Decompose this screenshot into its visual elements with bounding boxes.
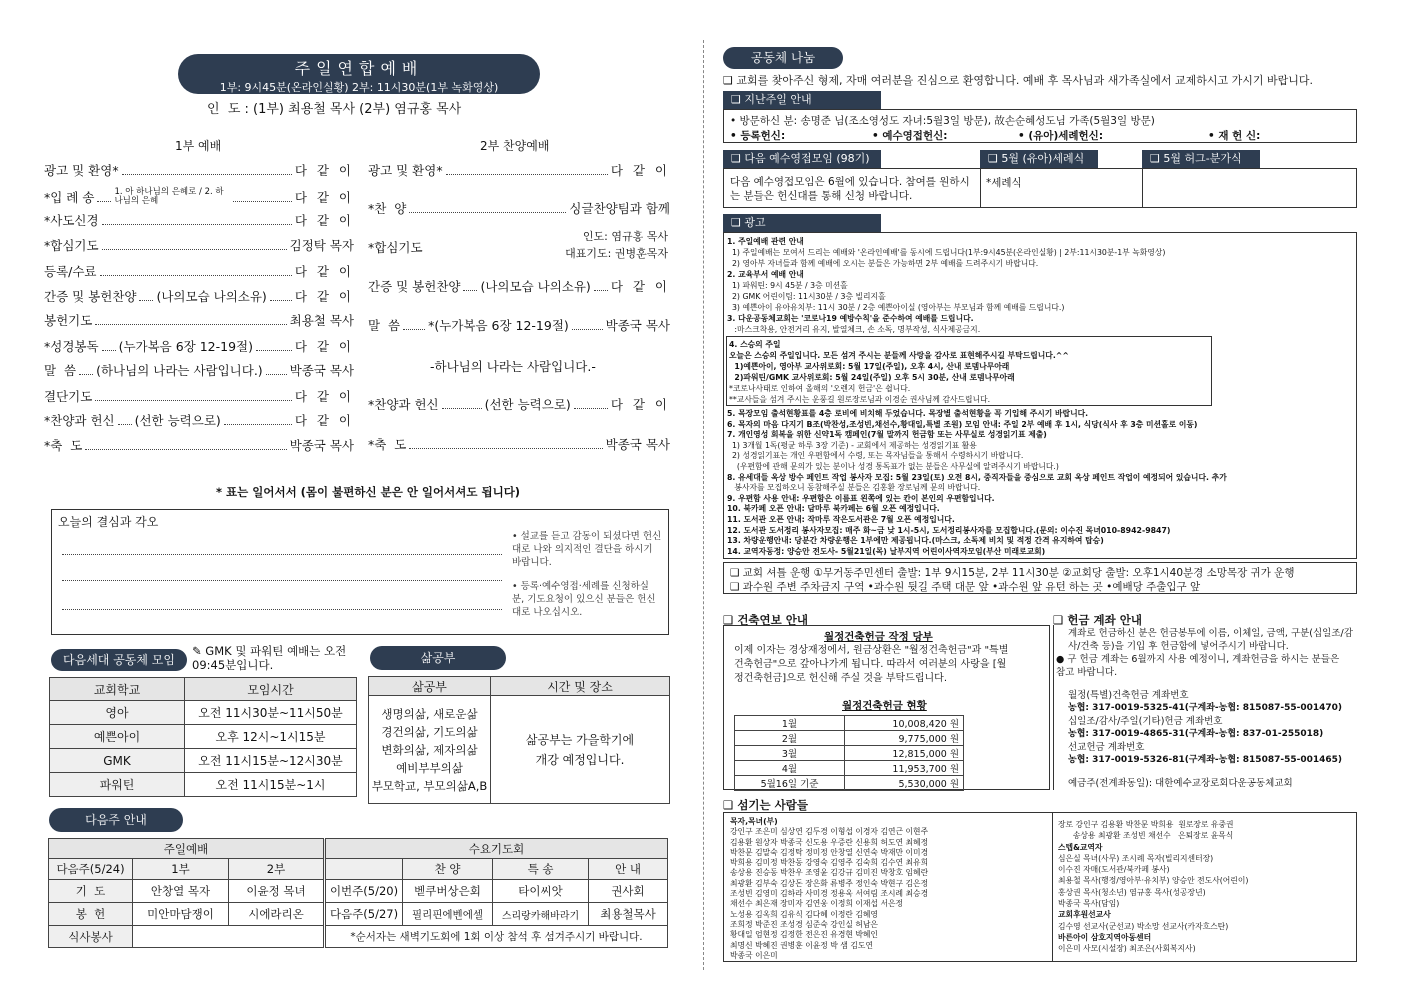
nextgen-table: [49, 677, 357, 797]
server-line: 송상용 최광환 조성빈 채선수 은퇴장로 윤목식: [1058, 831, 1234, 841]
service2-row: [368, 435, 670, 453]
ad-line: 1) 주일예배는 모여서 드리는 예배와 '온라인예배'를 동시에 드립니다(1부:9시45분(온라인실황) | 2부:11시30분-1부 녹화영상): [727, 248, 1166, 257]
account-number: 농협: 317-0019-5325-41(구계좌-농협: 815087-55-001470): [1068, 703, 1343, 713]
account-label: 선교헌금 계좌번호: [1068, 742, 1145, 753]
cell: 안 내: [589, 859, 668, 880]
list-item: 경건의삶, 기도의삶: [381, 724, 478, 739]
resolution-note: • 등록·예수영접·세례를 신청하실 분, 기도요청이 있으신 분들은 헌신대로 나오십시오.: [512, 581, 656, 618]
service1-row: [44, 236, 354, 254]
servers-right: [1058, 819, 1353, 955]
row-label: *축 도: [368, 437, 407, 452]
service1-row: [44, 436, 354, 454]
building-subtitle: 월정건축헌금 작정 당부: [824, 631, 933, 643]
ad-line: :마스크착용, 안전거리 유지, 발열체크, 손 소독, 명부작성, 식사제공금지.: [727, 325, 981, 334]
server-line: 최광환 김부숙 김상돈 장은화 류병주 정인숙 박현구 김은정: [730, 878, 929, 888]
server-line: 박종국 목사(담임): [1058, 899, 1120, 909]
service1-row: [44, 411, 354, 429]
server-line: 김용환 원상자 박종국 신도용 우증란 신용희 허도연 최혜정: [730, 837, 929, 847]
ad-line: 1) 3개월 1독(평균 하루 3장 기준) - 교회에서 제공하는 성경읽기표 활용: [727, 440, 977, 450]
row-person: 다 같 이: [294, 389, 354, 404]
ad-line: 5. 목장모임 출석현황표를 4층 로비에 비치해 두었습니다. 목장별 출석현황을 꼭 기입해 주시기 바랍니다.: [727, 409, 1089, 418]
row-label: 간증 및 봉헌찬양: [44, 289, 137, 304]
row-label: *합심기도: [44, 238, 99, 253]
row-person: 다 같 이: [294, 264, 354, 279]
ad-line: 11. 도서관 오픈 안내: 작마루 작은도서관은 7월 오픈 예정입니다.: [727, 514, 955, 524]
servers-title: ❑ 섬기는 사람들: [723, 798, 808, 812]
server-line: 홍상권 목사(청소년) 염규홍 목사(성공장년): [1058, 887, 1206, 897]
cell: 특 송: [493, 859, 589, 880]
col-header: 교회학교: [50, 678, 185, 701]
building-table: [734, 715, 964, 791]
baptism-label: • (유아)세례헌신:: [1018, 130, 1104, 142]
offering-title: ❑ 헌금 계좌 안내: [1053, 613, 1142, 627]
cell: 다음주(5/27): [325, 903, 403, 926]
list-item: 부모학교, 부모의삶A,B: [371, 778, 488, 793]
service-times: 1부: 9시45분(온라인실황) 2부: 11시30분(1부 녹화영상): [219, 81, 499, 94]
service2-row: [368, 199, 670, 217]
row-detail: 1. 아 하나님의 은혜로 / 2. 하나님의 은혜: [114, 187, 224, 206]
cell: 봉 헌: [49, 903, 133, 926]
visitors-line: • 방문하신 분: 송명준 님(조소영성도 자녀:5월3일 방문), 故손순혜성도님 가족(5월3일 방문): [730, 115, 1155, 127]
cell: 9,775,000 원: [845, 731, 964, 746]
server-line: 바른아이 삼호지역아동센터: [1058, 932, 1152, 942]
cell: 오전 11시15분~1시: [185, 773, 357, 797]
service1-row: [44, 387, 354, 405]
row-detail: (선한 능력으로): [134, 413, 221, 428]
server-line: 조희정 박준진 조성경 심준숙 강인실 허남은: [730, 919, 878, 929]
row-person: 다 같 이: [294, 413, 354, 428]
server-line: 채선수 최은재 장미자 김연웅 이정희 이재섭 서은정: [730, 899, 904, 909]
row-detail: (누가복음 6장 12-19절): [118, 339, 253, 354]
server-line: 박종국 이은미: [730, 950, 778, 960]
row-label: 광고 및 환영*: [44, 163, 119, 178]
resolution-box: [51, 509, 669, 635]
cell: [325, 859, 403, 880]
service-leader: 인 도 : (1부) 최용철 목사 (2부) 염규홍 목사: [207, 102, 462, 117]
ad-line: 2) GMK 어린이팀: 11시30분 / 3층 빌리지홀: [727, 292, 886, 301]
ad-line: **교사들을 섬겨 주시는 운풍길 원로장로님과 이경순 권사님께 감사드립니다.: [729, 395, 991, 404]
nextweek-table: [48, 838, 668, 948]
row-label: *사도신경: [44, 213, 99, 228]
server-line: 이은미 사모(시설장) 최조은(사회복지사): [1058, 944, 1196, 954]
cell: 벧쿠버상은회: [403, 880, 493, 903]
cell: *순서자는 새벽기도회에 1회 이상 참석 후 섬겨주시기 바랍니다.: [325, 926, 668, 948]
server-line: 스텝&교역자: [1058, 842, 1103, 852]
service1-row: [44, 161, 354, 179]
ad-line: 2) 성경읽기표는 개인 우편함에서 수령, 또는 목자님들을 통해서 수령하시기 바랍니다.: [727, 451, 1024, 461]
ad-line: 4. 스승의 주일: [729, 340, 781, 349]
service2-row: [368, 161, 670, 179]
service1-row: [44, 287, 354, 305]
dedication-title: ❑ 5월 허그-분가식: [1142, 150, 1260, 168]
ad-line: 1)예쁜아이, 영아부 교사위로회: 5월 17일(주일), 오후 4시, 산내 로뎀나무아래: [729, 362, 1010, 371]
server-line: 조성빈 김영미 김하라 사미경 정용욱 서여림 조시례 최승경: [730, 889, 929, 899]
jesus-meeting-body: 다음 예수영접모임은 6월에 있습니다. 참여를 원하시는 분들은 헌신대를 통해 신청 바랍니다.: [730, 176, 970, 202]
row-person: 박종국 목사: [605, 437, 670, 452]
community-title: 공동체 나눔: [723, 47, 843, 69]
cell: 예쁜아이: [50, 725, 185, 749]
cell: 파워틴: [50, 773, 185, 797]
row-person: 싱글찬양팀과 함께: [569, 201, 670, 216]
building-table-title: 월정건축헌금 현황: [842, 700, 927, 712]
accept-label: • 예수영접헌신:: [872, 130, 948, 142]
cell: 기 도: [49, 880, 133, 903]
service1-row: [44, 211, 354, 229]
welcome-text: ❑ 교회를 찾아주신 형제, 자매 여러분을 진심으로 환영합니다. 예배 후 목사님과 새가족실에서 교제하시고 가시기 바랍니다.: [723, 74, 1313, 87]
ad-line: 3) 예쁜아이 유아유치부: 11시 30분 / 2층 예쁜아이실 (영아부는 부모님과 함께 예배를 드립니다.): [727, 303, 1065, 312]
server-line: 황대일 엄현정 김정한 전은진 유경현 박혜인: [730, 930, 878, 940]
row-person: 박종국 목사: [289, 363, 354, 378]
building-title: ❑ 건축연보 안내: [723, 613, 808, 627]
building-box: [723, 625, 1050, 790]
baptism-title: ❑ 5월 (유아)세례식: [980, 150, 1098, 168]
note-text: 등록·예수영접·세례를 신청하실 분, 기도요청이 있으신 분들은 헌신대로 나오십시오.: [512, 581, 656, 618]
box-divider: [1142, 169, 1143, 207]
cell: 안창열 목자: [133, 880, 229, 903]
ad-line: 14. 교역자동정: 양승안 전도사- 5월21일(목) 날부지역 어린이사역자모임(부산 미래로교회): [727, 546, 1046, 556]
row-label: *찬양과 헌신: [44, 413, 115, 428]
ad-line: 2)파워틴/GMK 교사위로회: 5월 24일(주일) 오후 5시 30분, 산내 로뎀나무아래: [729, 373, 1015, 382]
cell: 이번주(5/20): [325, 880, 403, 903]
nextgen-title: 다음세대 공동체 모임: [51, 649, 187, 671]
list-item: 예비부부의삶: [396, 760, 463, 775]
ads-list-4: [729, 339, 1209, 405]
cell: 시에라리온: [229, 903, 325, 926]
row-label: 등록/수료: [44, 264, 97, 279]
resolution-title: 오늘의 결심과 각오: [58, 515, 159, 529]
account-number: 농협: 317-0019-5326-81(구계좌-농협: 815087-55-001465): [1068, 755, 1343, 765]
row-label: 봉헌기도: [44, 313, 93, 328]
box-divider: [980, 169, 981, 207]
box-divider: [1052, 813, 1053, 961]
samgong-list: [369, 696, 491, 804]
ad-line: 오늘은 스승의 주일입니다. 모든 섬겨 주시는 분들께 사랑을 감사로 표현해주시길 부탁드립니다.^^: [729, 351, 1069, 360]
row-person: 최용철 목사: [289, 313, 354, 328]
col-header: 삶공부: [369, 677, 491, 696]
cell: 12,815,000 원: [845, 746, 964, 761]
ad4-box: [726, 336, 1212, 406]
col-header: 모임시간: [185, 678, 357, 701]
row-label: *입 례 송: [44, 190, 95, 205]
server-line: 박희용 김미정 박찬동 강영숙 김영주 김숙희 김수연 최유희: [730, 858, 929, 868]
samgong-title: 삶공부: [370, 646, 506, 670]
lastweek-box: [723, 109, 1357, 143]
account-holder: 예금주(전계좌동일): 대한예수교장로회다운공동체교회: [1068, 778, 1293, 789]
shuttle-box: [723, 562, 1357, 594]
cell: 이윤정 목녀: [229, 880, 325, 903]
cell: 오전 11시15분~12시30분: [185, 749, 357, 773]
offering-bullet: ● 구 헌금 계좌는 6월까지 사용 예정이니, 계좌헌금을 하시는 분들은 참고 바랍니다.: [1056, 654, 1340, 678]
nextgen-note: ✎ GMK 및 파워틴 예배는 오전 09:45분입니다.: [192, 644, 347, 672]
row-label: *찬 양: [368, 201, 407, 216]
servers-left: [730, 817, 1050, 961]
cell: 필리핀에벤에셀: [403, 903, 493, 926]
ad-line: 3. 다운공동체교회는 '코로나19 예방수칙'을 준수하여 예배를 드립니다.: [727, 314, 974, 323]
server-line: 강인구 조은미 심상연 김두경 이형섭 이경자 김연근 이현주: [730, 827, 929, 837]
server-line: 교회후원선교사: [1058, 910, 1111, 920]
row-label: 광고 및 환영*: [368, 163, 443, 178]
service-title-banner: [178, 54, 540, 94]
server-line: 목자,목녀(부): [730, 817, 778, 826]
row-person: 다 같 이: [294, 339, 354, 354]
server-line: 최명신 박혜진 권병훈 이윤정 박 샘 김도연: [730, 940, 873, 950]
row-detail: (나의모습 나의소유): [156, 289, 267, 304]
row-detail: (나의모습 나의소유): [480, 279, 591, 294]
ads-box: [723, 232, 1357, 559]
cell: 4월: [735, 761, 845, 776]
nextweek-title: 다음주 안내: [49, 808, 183, 832]
account-label: 십일조/감사/주일(기타)헌금 계좌번호: [1068, 716, 1223, 727]
resolution-line: [62, 580, 502, 581]
row-detail: (선한 능력으로): [484, 397, 571, 412]
service2-title: 2부 찬양예배: [480, 139, 550, 153]
shuttle-line: ❑ 교회 셔틀 운행 ①무거동주민센터 출발: 1부 9시15분, 2부 11시30분 ②교회당 출발: 오후1시40분경 소망목장 귀가 운행: [730, 567, 1295, 579]
cell: 최용철목사: [589, 903, 668, 926]
service-title: 주일연합예배: [294, 59, 424, 78]
service2-row: [368, 395, 670, 413]
cell: 미안마담쟁이: [133, 903, 229, 926]
service1-row: [44, 337, 354, 355]
cell: 2월: [735, 731, 845, 746]
list-item: 생명의삶, 새로운삶: [381, 706, 478, 721]
service2-row: [368, 228, 670, 262]
ads-list-1: [727, 236, 1352, 335]
cell: 식사봉사: [49, 926, 133, 948]
row-person: 대표기도: 권병훈목자: [565, 247, 668, 260]
row-person: 다 같 이: [610, 279, 670, 294]
parking-line: ❑ 과수원 주변 주차금지 구역 •과수원 뒷길 주택 대문 앞 •과수원 앞 유턴 하는 곳 •예배당 주출입구 앞: [730, 581, 1201, 593]
cell: 3월: [735, 746, 845, 761]
row-label: 결단기도: [44, 389, 93, 404]
row-label: 말 씀: [44, 363, 77, 378]
resolution-note: • 설교를 듣고 감동이 되셨다면 헌신대로 나와 의지적인 결단을 하시기 바랍니다.: [512, 531, 662, 568]
building-body: 이제 이자는 경상재정에서, 원금상환은 "월정건축헌금"과 "특별건축헌금"으로 갚아나가게 됩니다. 따라서 여러분의 사랑을 [월정건축헌금]으로 헌신해 주실 것을 부탁드립니다.: [734, 645, 1009, 684]
cell: 1월: [735, 716, 845, 731]
samgong-table: [368, 676, 670, 804]
row-person: 다 같 이: [294, 213, 354, 228]
resolution-line: [62, 609, 502, 610]
service1-row: [44, 262, 354, 280]
ad-line: 1. 주일예배 관련 안내: [727, 237, 804, 246]
cell: 1부: [133, 859, 229, 880]
ads-title: ❑ 광고: [723, 214, 881, 232]
registration-label: • 등록헌신:: [730, 130, 786, 142]
list-item: 변화의삶, 제자의삶: [381, 742, 478, 757]
server-line: 최용철 목사(행정/영아부·유치부) 양승안 전도사(어린이): [1058, 876, 1249, 886]
jesus-meeting-title: ❑ 다음 예수영접모임 (98기): [723, 150, 881, 168]
stand-note: * 표는 일어서서 (몸이 불편하신 분은 안 일어서셔도 됩니다): [216, 485, 521, 499]
row-person: 박종국 목사: [289, 438, 354, 453]
cell: 2부: [229, 859, 325, 880]
cell: 10,008,420 원: [845, 716, 964, 731]
ad-line: 13. 차량운행안내: 당분간 차량운행은 1부에만 제공됩니다.(마스크, 소독제 비치 및 적정 간격 유지하여 탑승): [727, 536, 1104, 546]
offering-box: [1053, 625, 1357, 790]
row-person: 다 같 이: [294, 163, 354, 178]
row-person: 다 같 이: [294, 289, 354, 304]
cell: 5,530,000 원: [845, 776, 964, 791]
ad-line: 6. 목자의 마음 다지기 B조(박찬성,조성빈,채선수,황대일,특별 조원) 모임 안내: 주일 2부 예배 후 1시, 식당(식사 후 3층 미션홀로 이동): [727, 419, 1198, 429]
note-text: 설교를 듣고 감동이 되셨다면 헌신대로 나와 의지적인 결단을 하시기 바랍니다.: [512, 531, 662, 568]
ad-line: (우편함에 관해 문의가 있는 분이나 성경 통독표가 없는 분들은 사무실에 알려주시기 바랍니다.): [727, 461, 1059, 471]
server-line: 박찬문 김말숙 김정탁 정미정 안창열 신연숙 박재만 이미경: [730, 847, 929, 857]
cell: 권사회: [589, 880, 668, 903]
ad-line: 봉사자를 모집하오니 동참해주실 분들은 김홍환 장로님께 문의 바랍니다.: [727, 483, 981, 493]
cell: 스리랑카해바라기: [493, 903, 589, 926]
col-header: 주일예배: [49, 839, 325, 859]
cell: 오후 12시~1시15분: [185, 725, 357, 749]
cell: 5월16일 기준: [735, 776, 845, 791]
server-line: 송상용 진승동 박찬우 조영윤 김강규 김미진 박창호 임혜란: [730, 868, 929, 878]
account-number: 농협: 317-0019-4865-31(구계좌-농협: 837-01-255018): [1068, 729, 1324, 739]
rededication-label: • 재 헌 신:: [1208, 130, 1261, 142]
service1-row: [44, 361, 354, 379]
ad-line: 10. 북카페 오픈 안내: 담마루 북카페는 6월 오픈 예정입니다.: [727, 504, 940, 514]
cell: 다음주(5/24): [49, 859, 133, 880]
server-line: 노성용 김옥희 김유식 김다혜 이정란 김혜영: [730, 909, 878, 919]
baptism-body: *세례식: [986, 177, 1022, 189]
service2-row: [368, 277, 670, 295]
cell: 영아: [50, 701, 185, 725]
ad-line: 2. 교육부서 예배 안내: [727, 270, 804, 279]
cell: 타이씨앗: [493, 880, 589, 903]
col-header: 시간 및 장소: [491, 677, 670, 696]
sermon-title: -하나님의 나라는 사람입니다.-: [430, 359, 596, 374]
cell: 11,953,700 원: [845, 761, 964, 776]
ad-line: 2) 영아부 자녀들과 함께 예배에 오시는 분들은 가능하면 2부 예배를 드려주시기 바랍니다.: [727, 259, 1039, 268]
ad-line: 8. 유세대들 옥상 방수 페인트 작업 봉사자 모집: 5월 23일(토) 오전 8시, 중직자들을 중심으로 교회 옥상 페인트 작업이 예정되어 있습니다. 추가: [727, 472, 1227, 482]
row-detail: (하나님의 나라는 사람입니다.): [96, 363, 263, 378]
row-label: *찬양과 헌신: [368, 397, 439, 412]
ads-list-2: [727, 409, 1352, 557]
row-person: 다 같 이: [610, 397, 670, 412]
ad-line: 12. 도서관 도서정리 봉사자모집: 매주 화~금 낮 1시-5시, 도서정리봉사자를 모집합니다.(문의: 이수진 목녀010-8942-9847): [727, 525, 1171, 535]
resolution-line: [62, 554, 502, 555]
server-line: 김수영 선교사(군선교) 박소망 선교사(카자흐스탄): [1058, 921, 1229, 931]
samgong-note: 삶공부는 가을학기에 개강 예정입니다.: [491, 696, 670, 804]
service2-row: [368, 316, 670, 334]
row-label: *합심기도: [368, 240, 423, 255]
row-person: 다 같 이: [294, 190, 354, 205]
cell: [133, 926, 325, 948]
row-label: *축 도: [44, 438, 83, 453]
offering-intro: 계좌로 헌금하신 분은 헌금봉투에 이름, 이체일, 금액, 구분(십일조/감사/건축 등)을 기입 후 헌금함에 넣어주시기 바랍니다.: [1068, 628, 1353, 652]
row-person: 박종국 목사: [605, 318, 670, 333]
cell: 오전 11시30분~11시50분: [185, 701, 357, 725]
ad-line: 7. 개인영성 회복을 위한 신약1독 캠페인(7월 말까지 헌금함 또는 사무실로 성경읽기표 제출): [727, 430, 1047, 440]
row-person: 다 같 이: [610, 163, 670, 178]
cell: 찬 양: [403, 859, 493, 880]
cell: GMK: [50, 749, 185, 773]
server-line: 이수진 자매(도서관/북카페 봉사): [1058, 865, 1170, 875]
meetings-box: [723, 168, 1357, 208]
page-divider: [703, 40, 704, 970]
col-header: 수요기도회: [325, 839, 668, 859]
row-label: 말 씀: [368, 318, 401, 333]
row-label: *성경봉독: [44, 339, 99, 354]
row-person: 인도: 염규홍 목사: [582, 230, 668, 243]
ad-line: *코로나사태로 인하여 올해의 '오렌지 헌금'은 쉽니다.: [729, 384, 911, 393]
lastweek-title: ❑ 지난주일 안내: [723, 91, 881, 109]
service1-row: [44, 311, 354, 329]
server-line: 장로 강인구 김용환 박찬문 박희용 원로장로 유중권: [1058, 820, 1234, 829]
account-label: 월정(특별)건축헌금 계좌번호: [1068, 690, 1189, 701]
ad-line: 1) 파워틴: 9시 45분 / 3층 미션홀: [727, 281, 848, 290]
service1-row: [44, 186, 354, 208]
row-person: 김정탁 목자: [289, 238, 354, 253]
service1-title: 1부 예배: [175, 139, 222, 153]
row-label: 간증 및 봉헌찬양: [368, 279, 461, 294]
row-detail: *(누가복음 6장 12-19절): [428, 318, 569, 333]
server-line: 심은실 목녀(사무) 조시례 목자(빌리지센터장): [1058, 853, 1214, 863]
servers-box: [723, 812, 1357, 962]
ad-line: 9. 우편함 사용 안내: 우편함은 이름표 왼쪽에 있는 칸이 본인의 우편함입니다.: [727, 493, 995, 503]
